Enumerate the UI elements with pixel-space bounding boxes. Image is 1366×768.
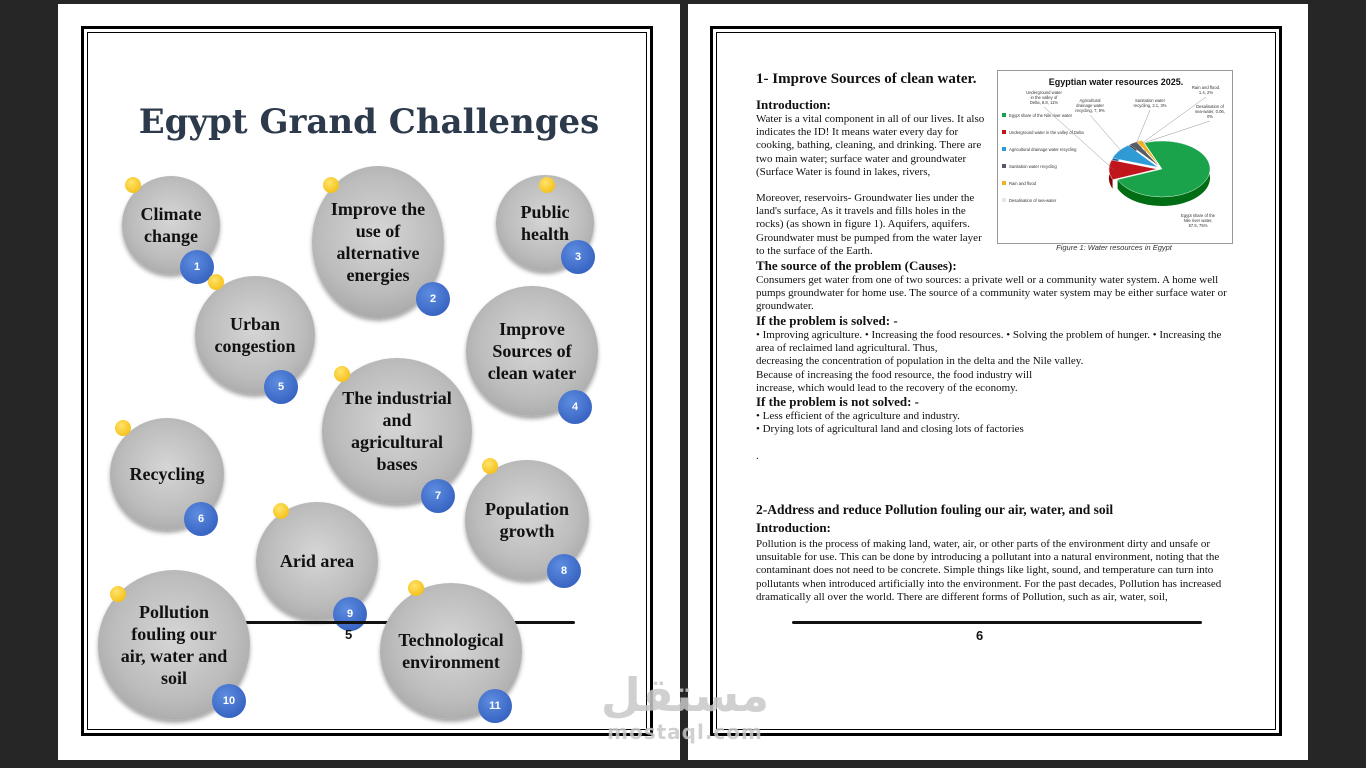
legend-entry: Rain and flood	[1009, 181, 1037, 186]
unsolved-line: • Less efficient of the agriculture and industry.	[756, 410, 960, 422]
water-resources-chart	[997, 70, 1233, 244]
slice-data-label: Rain and flood, 1.4, 2%	[1191, 85, 1221, 95]
bubble-circle	[195, 276, 315, 394]
yellow-dot-icon	[408, 580, 424, 596]
yellow-dot-icon	[125, 177, 141, 193]
challenge-number: 8	[547, 554, 581, 588]
challenge-number: 3	[561, 240, 595, 274]
unsolved-list	[756, 410, 1234, 436]
leader-line	[1090, 115, 1123, 153]
page-number: 5	[345, 627, 353, 642]
figure-caption: Figure 1: Water resources in Egypt	[1056, 243, 1172, 252]
yellow-dot-icon	[539, 177, 555, 193]
intro-paragraph-2: Moreover, reservoirs- Groundwater lies under the land's surface, As it travels and fills holes in the rocks) (as shown in figure 1). Aquifers, aquifers. Groundwater must be pumped from the water layer to the surface of the Earth.	[756, 192, 982, 257]
challenge-label: Public health	[520, 202, 570, 244]
page-title: Egypt Grand Challenges	[138, 102, 600, 142]
footer-rule	[792, 621, 1202, 624]
legend-swatch	[1002, 198, 1006, 202]
solved-line: Because of increasing the food resource, the food industry will	[756, 368, 1033, 381]
intro-heading: Introduction:	[756, 97, 831, 112]
leader-line	[1144, 121, 1210, 143]
challenge-label: Arid area	[279, 551, 355, 571]
yellow-dot-icon	[110, 586, 126, 602]
challenge-number: 11	[478, 689, 512, 723]
section1-heading: 1- Improve Sources of clean water.	[756, 71, 977, 87]
legend-entry: Egypt share of the Nile river water	[1009, 113, 1073, 118]
leader-line	[1044, 107, 1114, 170]
mostaql-watermark	[600, 670, 770, 744]
stray-dot: .	[756, 450, 759, 462]
challenge-number: 6	[184, 502, 218, 536]
chart-canvas	[998, 71, 1232, 243]
yellow-dot-icon	[323, 177, 339, 193]
challenge-label: Recycling	[129, 464, 205, 484]
causes-heading: The source of the problem (Causes):	[756, 258, 957, 273]
slice-data-label: Egypt share of the Nile river water, 57.5, 75%	[1181, 213, 1215, 228]
slice-data-label: Underground water in the valley of Delta, 8.8, 11%	[1026, 90, 1062, 105]
page-number: 6	[976, 628, 984, 643]
challenge-label: Pollution fouling our air, water and soil	[120, 602, 228, 688]
legend-swatch	[1002, 130, 1006, 134]
legend-swatch	[1002, 147, 1006, 151]
challenge-number: 1	[180, 250, 214, 284]
solved-line: decreasing the concentration of population in the delta and the Nile valley.	[756, 355, 1084, 368]
yellow-dot-icon	[273, 503, 289, 519]
watermark-latin: mostaql.com	[607, 720, 763, 744]
slice-data-label: Agricultural drainage water recycling, 7, 9%	[1075, 98, 1105, 113]
legend-entry: Sanitation water recycling	[1009, 164, 1057, 169]
chart-title: Egyptian water resources 2025.	[1048, 77, 1184, 87]
legend-entry: Desalination of sea-water	[1009, 198, 1057, 203]
challenge-label: Population growth	[484, 499, 570, 541]
challenge-number: 2	[416, 282, 450, 316]
challenge-number: 9	[333, 597, 367, 631]
challenge-number: 10	[212, 684, 246, 718]
challenge-number: 7	[421, 479, 455, 513]
slice-data-label: Desalination of sea-water, 0.06, 0%	[1195, 104, 1225, 119]
legend-entry: Agricultural drainage water recycling	[1009, 147, 1077, 152]
challenge-label: Improve Sources of clean water	[487, 319, 577, 383]
legend-swatch	[1002, 181, 1006, 185]
legend-swatch	[1002, 113, 1006, 117]
leader-line	[1135, 110, 1150, 145]
solved-line: • Improving agriculture. • Increasing the food resources. • Solving the problem of hunger. • Increasing the area of reclaimed land agricultural. Thus,	[756, 329, 1222, 355]
unsolved-heading: If the problem is not solved: -	[756, 394, 919, 409]
intro2-heading: Introduction:	[756, 520, 831, 535]
intro-paragraph: Water is a vital component in all of our lives. It also indicates the ID! It means water every day for cooking, bathing, cleaning, and drinking. There are two main water; surface water and groundwater (Surface Water is found in lakes, rivers,	[756, 113, 985, 178]
unsolved-line: • Drying lots of agricultural land and closing lots of factories	[756, 423, 1024, 436]
legend-swatch	[1002, 164, 1006, 168]
intro2-paragraph: Pollution is the process of making land, water, air, or other parts of the environment dirty and unsafe or unsuitable for use. This can be done by introducing a pollutant into a natural environment, noting that the contaminant does not need to be concrete. Simple things like light, sound, and temperature can turn into pollutants when introduced artificially into the environment. For the past decades, Pollution has increased dramatically all over the world. There are different forms of Pollution, such as air, water, soil,	[756, 538, 1222, 603]
legend-entry: Underground water in the valley of Delta	[1009, 130, 1084, 135]
challenge-number: 5	[264, 370, 298, 404]
solved-line: increase, which would lead to the recovery of the economy.	[756, 381, 1018, 394]
challenge-label: Climate change	[140, 204, 202, 246]
challenge-number: 4	[558, 390, 592, 424]
solved-list	[756, 329, 1234, 395]
causes-paragraph: Consumers get water from one of two sources: a private well or a community water system. A home well pumps groundwater for home use. The source of a community water system may be either surface water or groundwater.	[756, 274, 1227, 313]
slice-data-label: Sanitation water recycling, 2.1, 3%	[1133, 98, 1167, 108]
section2-heading: 2-Address and reduce Pollution fouling our air, water, and soil	[756, 502, 1114, 517]
challenge-label: Urban congestion	[214, 314, 296, 356]
yellow-dot-icon	[115, 420, 131, 436]
yellow-dot-icon	[208, 274, 224, 290]
yellow-dot-icon	[334, 366, 350, 382]
challenge-label: Improve the use of alternative energies	[330, 199, 426, 285]
challenge-label: The industrial and agricultural bases	[342, 388, 452, 474]
pie-slices	[1109, 140, 1210, 206]
chart-legend	[1002, 113, 1084, 203]
watermark-arabic: مستقل	[600, 668, 770, 722]
yellow-dot-icon	[482, 458, 498, 474]
challenge-label: Technological environment	[398, 630, 504, 672]
solved-heading: If the problem is solved: -	[756, 313, 898, 328]
